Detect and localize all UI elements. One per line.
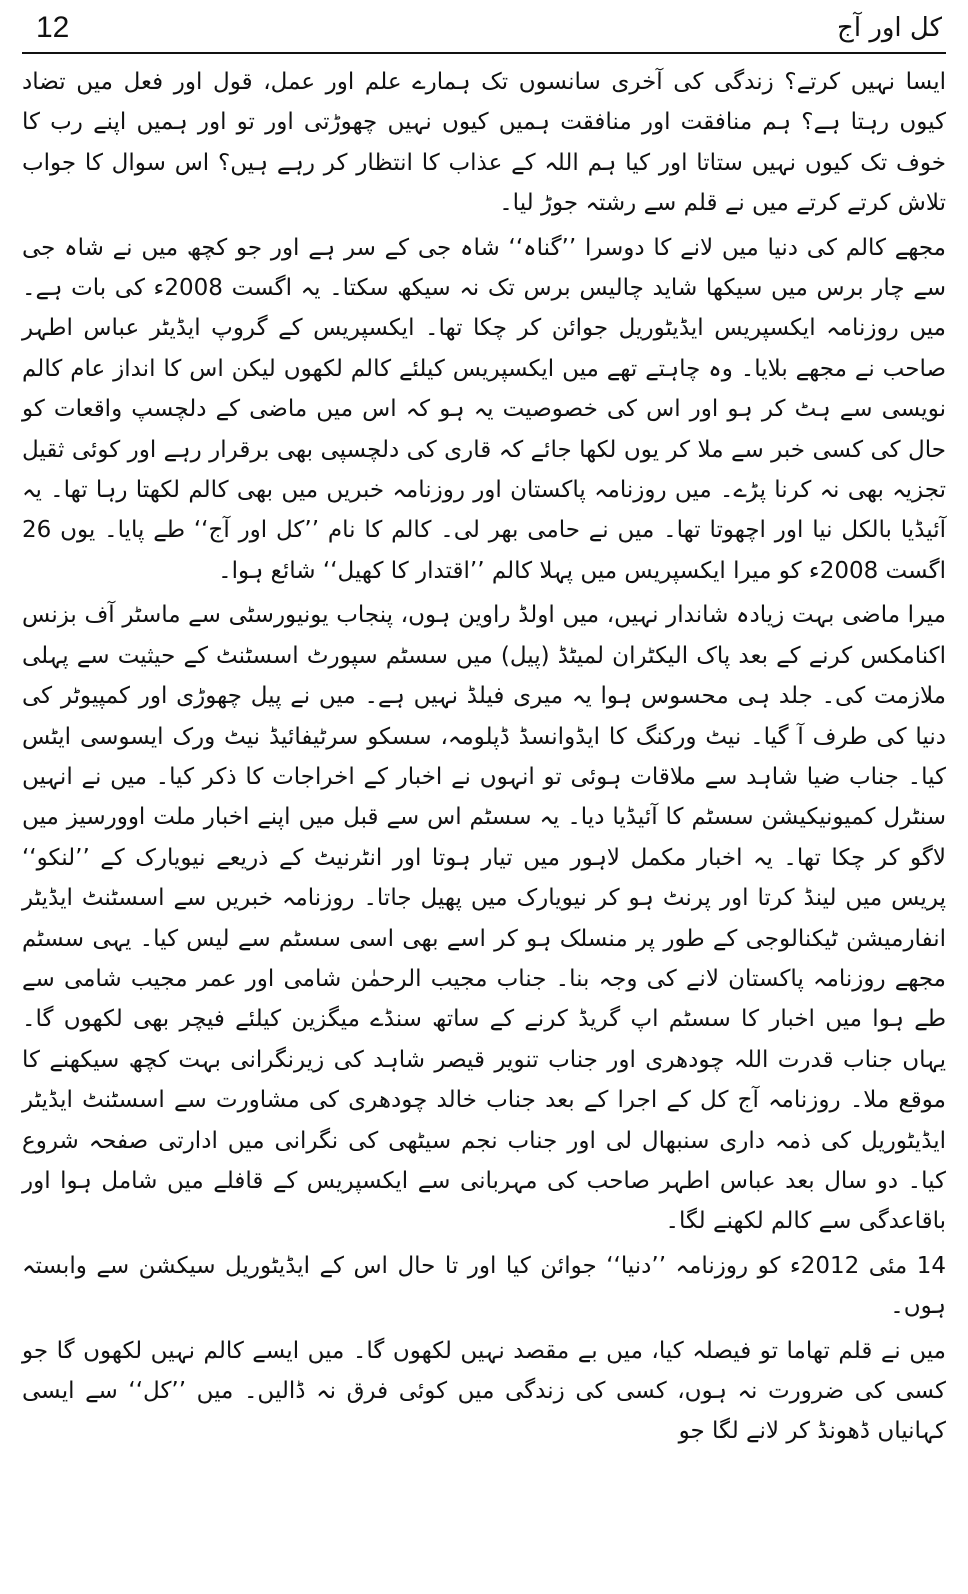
paragraph: ایسا نہیں کرتے؟ زندگی کی آخری سانسوں تک ہمارے علم اور عمل، قول اور فعل میں تضاد کیوں رہتا ہے؟ ہم منافقت اور منافقت ہمیں کیوں نہیں چھوڑتی اور تو اور ہمیں اپنے رب کا خوف تک کیوں نہیں ستاتا اور کیا ہم اللہ کے عذاب کا انتظار کر رہے ہیں؟ اس سوال کا جواب تلاش کرتے کرتے میں نے قلم سے رشتہ جوڑ لیا۔ bbox=[22, 69, 946, 217]
paragraph: میرا ماضی بہت زیادہ شاندار نہیں، میں اولڈ راوین ہوں، پنجاب یونیورسٹی سے ماسٹر آف بزنس اکنامکس کرنے کے بعد پاک الیکٹران لمیٹڈ (پیل) میں سسٹم سپورٹ اسسٹنٹ کے حیثیت سے پہلی ملازمت کی۔ جلد ہی محسوس ہوا یہ میری فیلڈ نہیں ہے۔ میں نے پیل چھوڑی اور کمپیوٹر کی دنیا کی طرف آ گیا۔ نیٹ ورکنگ کا ایڈوانسڈ ڈپلومہ، سسکو سرٹیفائیڈ نیٹ ورک ایسوسی ایٹس کیا۔ جناب ضیا شاہد سے ملاقات ہوئی تو انہوں نے اخبار کے اخراجات کا ذکر کیا۔ میں نے انہیں سنٹرل کمیونیکیشن سسٹم کا آئیڈیا دیا۔ یہ سسٹم اس سے قبل میں اپنے اخبار ملت اوورسیز میں لاگو کر چکا تھا۔ یہ اخبار مکمل لاہور میں تیار ہوتا اور انٹرنیٹ کے ذریعے نیویارک کے ’’لنکو‘‘ پریس میں لینڈ کرتا اور پرنٹ ہو کر نیویارک میں پھیل جاتا۔ روزنامہ خبریں سے اسسٹنٹ ایڈیٹر انفارمیشن ٹیکنالوجی کے طور پر منسلک ہو کر اسے بھی اسی سسٹم سے لیس کیا۔ یہی سسٹم مجھے روزنامہ پاکستان لانے کی وجہ بنا۔ جناب مجیب الرحمٰن شامی اور عمر مجیب شامی سے طے ہوا میں اخبار کا سسٹم اپ گریڈ کرنے کے ساتھ سنڈے میگزین کیلئے فیچر بھی لکھوں گا۔ یہاں جناب قدرت اللہ چودھری اور جناب تنویر قیصر شاہد کی زیرنگرانی بہت کچھ سیکھنے کا موقع ملا۔ روزنامہ آج کل کے اجرا کے بعد جناب خالد چودھری کی مشاورت سے اسسٹنٹ ایڈیٹر ایڈیٹوریل کی ذمہ داری سنبھال لی اور جناب نجم سیٹھی کی نگرانی میں ادارتی صفحہ شروع کیا۔ دو سال بعد عباس اطہر صاحب کی مہربانی سے ایکسپریس کے قافلے میں شامل ہوا اور باقاعدگی سے کالم لکھنے لگا۔ bbox=[22, 602, 946, 1235]
paragraph: 14 مئی 2012ء کو روزنامہ ’’دنیا‘‘ جوائن کیا اور تا حال اس کے ایڈیٹوریل سیکشن سے وابستہ ہوں۔ bbox=[22, 1252, 946, 1320]
page-number: 12 bbox=[36, 11, 70, 44]
running-title: کل اور آج bbox=[837, 13, 942, 43]
paragraph: مجھے کالم کی دنیا میں لانے کا دوسرا ’’گناہ‘‘ شاہ جی کے سر ہے اور جو کچھ میں نے شاہ جی سے چار برس میں سیکھا شاید چالیس برس تک نہ سیکھ سکتا۔ یہ اگست 2008ء کی بات ہے۔ میں روزنامہ ایکسپریس ایڈیٹوریل جوائن کر چکا تھا۔ ایکسپریس کے گروپ ایڈیٹر عباس اطہر صاحب نے مجھے بلایا۔ وہ چاہتے تھے میں ایکسپریس کیلئے کالم لکھوں لیکن اس کا انداز عام کالم نویسی سے ہٹ کر ہو اور اس کی خصوصیت یہ ہو کہ اس میں ماضی کے دلچسپ واقعات کو حال کی کسی خبر سے ملا کر یوں لکھا جائے کہ قاری کی دلچسپی بھی برقرار رہے اور کوئی ثقیل تجزیہ بھی نہ کرنا پڑے۔ میں روزنامہ پاکستان اور روزنامہ خبریں میں بھی کالم لکھتا رہا تھا۔ یہ آئیڈیا بالکل نیا اور اچھوتا تھا۔ میں نے حامی بھر لی۔ کالم کا نام ’’کل اور آج‘‘ طے پایا۔ یوں 26 اگست 2008ء کو میرا ایکسپریس میں پہلا کالم ’’اقتدار کا کھیل‘‘ شائع ہوا۔ bbox=[22, 234, 946, 584]
paragraph: میں نے قلم تھاما تو فیصلہ کیا، میں بے مقصد نہیں لکھوں گا۔ میں ایسے کالم نہیں لکھوں گا جو کسی کی ضرورت نہ ہوں، کسی کی زندگی میں کوئی فرق نہ ڈالیں۔ میں ’’کل‘‘ سے ایسی کہانیاں ڈھونڈ کر لانے لگا جو bbox=[22, 1337, 946, 1445]
article-body bbox=[22, 62, 946, 1452]
page-header bbox=[22, 8, 946, 54]
